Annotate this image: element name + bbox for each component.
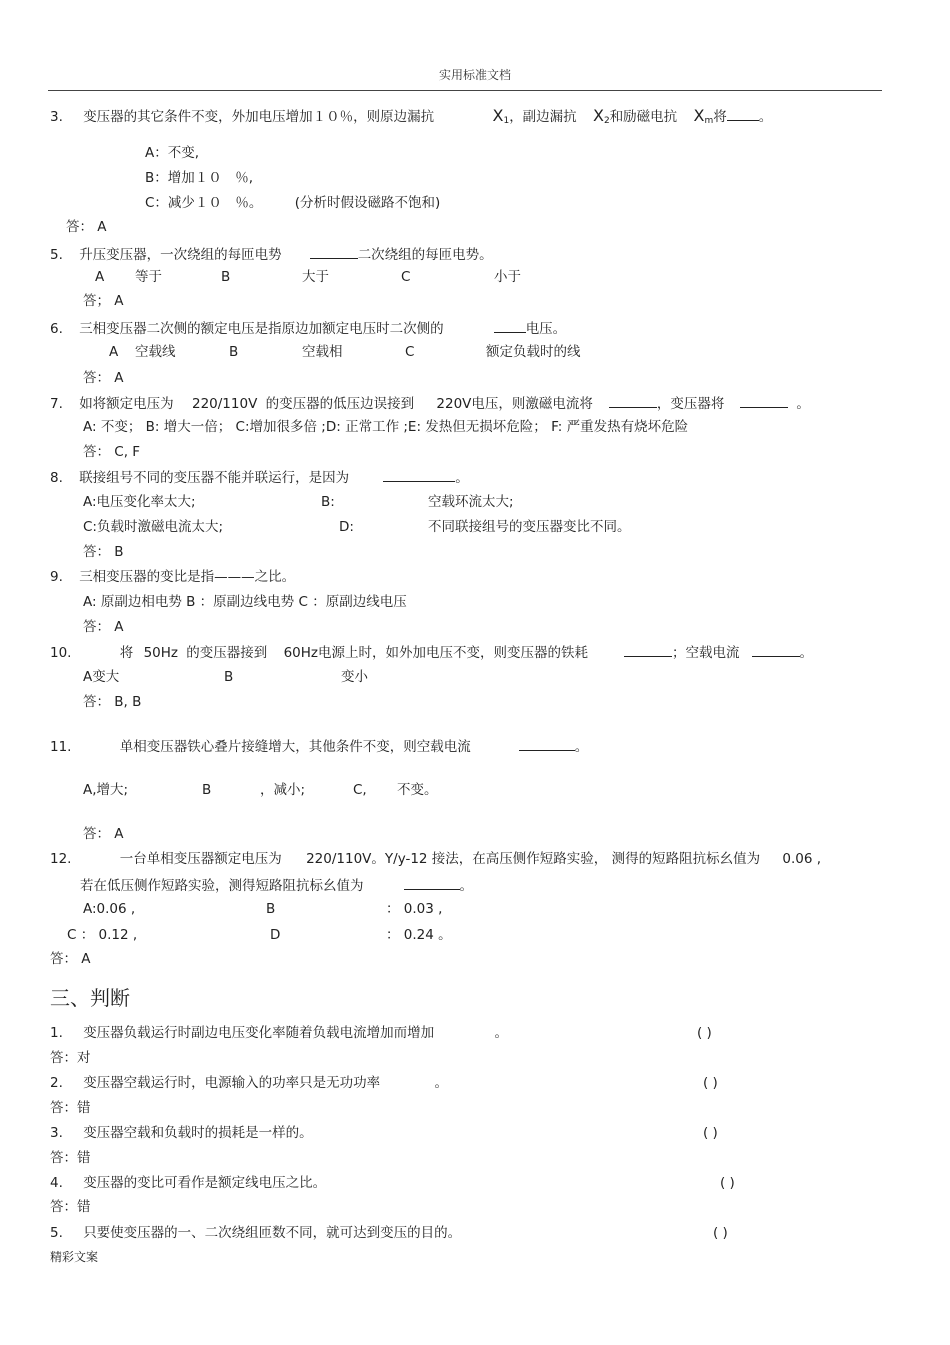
question-text: 变压器空载和负载时的损耗是一样的。 bbox=[83, 1125, 313, 1141]
judgment-paren: ( ) bbox=[703, 1125, 718, 1141]
question-number: 3. bbox=[50, 109, 63, 125]
option-b-label: B bbox=[221, 269, 231, 285]
option-b: B：增加１０ ％, bbox=[145, 170, 254, 186]
answer: 答： A bbox=[66, 219, 107, 235]
question-text: 变压器的变比可看作是额定线电压之比。 bbox=[83, 1175, 327, 1191]
question-7: 7. 如将额定电压为 220/110V 的变压器的低压边误接到 220V电压，则激磁电流将 ，变压器将 。 bbox=[50, 393, 810, 413]
question-text: 升压变压器，一次绕组的每匝电势 bbox=[79, 247, 282, 263]
question-number: 1. bbox=[50, 1025, 63, 1041]
option-c-label: C bbox=[405, 344, 415, 360]
judgment-paren: ( ) bbox=[703, 1075, 718, 1091]
question-text: 三相变压器二次侧的额定电压是指原边加额定电压时二次侧的 bbox=[79, 321, 444, 337]
symbol-xm: X bbox=[693, 106, 705, 125]
question-number: 5. bbox=[50, 1225, 63, 1241]
question-number: 3. bbox=[50, 1125, 63, 1141]
question-8: 8. 联接组号不同的变压器不能并联运行，是因为 。 bbox=[50, 467, 469, 487]
option-b: ： 0.03 , bbox=[386, 901, 443, 917]
answer-blank bbox=[519, 736, 575, 751]
option-a: A:0.06 , bbox=[83, 901, 136, 917]
answer-blank bbox=[494, 318, 526, 333]
question-12: 12. 一台单相变压器额定电压为 220/110V。Y/y-12 接法，在高压侧作短路实验， 测得的短路阻抗标幺值为 0.06 , bbox=[50, 851, 822, 867]
option-d: 不同联接组号的变压器变比不同。 bbox=[428, 519, 631, 535]
judgment-3 bbox=[50, 1124, 313, 1142]
answer-blank bbox=[310, 244, 358, 259]
question-text: 变压器负载运行时副边电压变化率随着负载电流增加而增加 bbox=[83, 1025, 435, 1041]
judgment-2: 2. 变压器空载运行时，电源输入的功率只是无功功率 。 bbox=[50, 1075, 448, 1091]
answer-blank bbox=[624, 642, 672, 657]
option-a-label: A bbox=[109, 344, 119, 360]
answer: 答：错 bbox=[50, 1199, 91, 1215]
symbol-x2: X bbox=[592, 106, 604, 125]
options: A: 原副边相电势 B ：原副边线电势 C ：原副边线电压 bbox=[83, 594, 407, 610]
option-a: A:电压变化率太大; bbox=[83, 494, 196, 510]
option-a: A变大 bbox=[83, 669, 120, 685]
option-b-label: B bbox=[229, 344, 239, 360]
option-b: ，减小; bbox=[260, 782, 306, 798]
option-b: 空载环流太大; bbox=[428, 494, 514, 510]
question-text: 变压器的其它条件不变，外加电压增加１０％，则原边漏抗 bbox=[83, 109, 435, 125]
answer: 答：对 bbox=[50, 1050, 91, 1066]
option-b-label: B bbox=[224, 669, 234, 685]
option-c: 不变。 bbox=[397, 782, 438, 798]
option-d-label: D: bbox=[339, 519, 354, 535]
answer-blank bbox=[727, 106, 759, 121]
question-number: 12. bbox=[50, 851, 72, 867]
option-a: 等于 bbox=[135, 269, 162, 285]
option-c: 小于 bbox=[494, 269, 521, 285]
page-footer: 精彩文案 bbox=[50, 1250, 99, 1264]
symbol-x1: X bbox=[492, 106, 504, 125]
question-text: 只要使变压器的一、二次绕组匝数不同，就可达到变压的目的。 bbox=[83, 1225, 462, 1241]
question-11: 11. 单相变压器铁心叠片接缝增大，其他条件不变，则空载电流 。 bbox=[50, 736, 588, 756]
question-12-cont: 若在低压侧作短路实验，测得短路阻抗标幺值为 。 bbox=[80, 875, 473, 895]
answer-blank bbox=[609, 393, 657, 408]
question-number: 6. bbox=[50, 321, 63, 337]
option-b-label: B bbox=[202, 782, 212, 798]
judgment-paren: ( ) bbox=[720, 1175, 735, 1191]
answer: 答： A bbox=[83, 619, 124, 635]
question-5: 5. 升压变压器，一次绕组的每匝电势 二次绕组的每匝电势。 bbox=[50, 244, 493, 264]
option-c: C:负载时激磁电流太大; bbox=[83, 519, 224, 535]
option-c: C ： 0.12 , bbox=[67, 927, 138, 943]
question-3: 3. 变压器的其它条件不变，外加电压增加１０％，则原边漏抗 $X_1$，副边漏抗 $X_2$和励磁电抗 $X_m$将 。 bbox=[50, 106, 773, 126]
option-a: 空载线 bbox=[135, 344, 176, 360]
note: (分析时假设磁路不饱和) bbox=[294, 195, 441, 211]
answer: 答：错 bbox=[50, 1100, 91, 1116]
answer: 答： A bbox=[83, 826, 124, 842]
answer: 答： C, F bbox=[83, 444, 141, 460]
option-a: A：不变, bbox=[145, 145, 200, 161]
answer-blank bbox=[752, 642, 800, 657]
option-b: 空载相 bbox=[302, 344, 343, 360]
option-a: A,增大; bbox=[83, 782, 129, 798]
question-number: 2. bbox=[50, 1075, 63, 1091]
question-text: 联接组号不同的变压器不能并联运行，是因为 bbox=[79, 470, 350, 486]
answer: 答： A bbox=[83, 370, 124, 386]
question-number: 7. bbox=[50, 396, 63, 412]
option-b-label: B bbox=[266, 901, 276, 917]
judgment-paren: ( ) bbox=[713, 1225, 728, 1241]
question-number: 5. bbox=[50, 247, 63, 263]
option-a-label: A bbox=[95, 269, 105, 285]
options: A: 不变； B: 增大一倍； C:增加很多倍 ;D: 正常工作 ;E: 发热但无损坏危险； F: 严重发热有烧坏危险 bbox=[83, 419, 689, 435]
question-text: 单相变压器铁心叠片接缝增大，其他条件不变，则空载电流 bbox=[119, 739, 471, 755]
question-text: 变压器空载运行时，电源输入的功率只是无功功率 bbox=[83, 1075, 381, 1091]
judgment-paren: ( ) bbox=[697, 1025, 712, 1041]
question-number: 4. bbox=[50, 1175, 63, 1191]
question-6: 6. 三相变压器二次侧的额定电压是指原边加额定电压时二次侧的 电压。 bbox=[50, 318, 566, 338]
judgment-5 bbox=[50, 1224, 461, 1242]
answer: 答： A bbox=[50, 951, 91, 967]
option-c: C：减少１０ ％。 (分析时假设磁路不饱和) bbox=[145, 195, 441, 211]
question-9 bbox=[50, 568, 295, 586]
option-d-label: D bbox=[270, 927, 281, 943]
judgment-4 bbox=[50, 1174, 326, 1192]
answer-blank bbox=[404, 875, 460, 890]
judgment-1: 1. 变压器负载运行时副边电压变化率随着负载电流增加而增加 。 bbox=[50, 1025, 508, 1041]
option-c-label: C, bbox=[353, 782, 367, 798]
question-text: 三相变压器的变比是指———之比。 bbox=[79, 569, 296, 585]
question-number: 10. bbox=[50, 645, 72, 661]
option-b: 变小 bbox=[341, 669, 368, 685]
answer-blank bbox=[740, 393, 788, 408]
question-number: 11. bbox=[50, 739, 72, 755]
answer: 答； A bbox=[83, 293, 124, 309]
option-b-label: B: bbox=[321, 494, 335, 510]
page-header: 实用标准文档 bbox=[438, 68, 511, 82]
section-title: 三、判断 bbox=[50, 986, 130, 1010]
option-d: ： 0.24 。 bbox=[386, 927, 452, 943]
answer: 答： B bbox=[83, 544, 124, 560]
answer-blank bbox=[383, 467, 455, 482]
question-number: 9. bbox=[50, 569, 63, 585]
answer: 答： B, B bbox=[83, 694, 142, 710]
option-c-label: C bbox=[401, 269, 411, 285]
question-10: 10. 将 50Hz 的变压器接到 60Hz电源上时，如外加电压不变，则变压器的铁耗 ；空载电流 。 bbox=[50, 642, 813, 662]
option-c: 额定负载时的线 bbox=[486, 344, 581, 360]
option-b: 大于 bbox=[302, 269, 329, 285]
header-rule bbox=[48, 90, 882, 91]
question-number: 8. bbox=[50, 470, 63, 486]
answer: 答：错 bbox=[50, 1150, 91, 1166]
